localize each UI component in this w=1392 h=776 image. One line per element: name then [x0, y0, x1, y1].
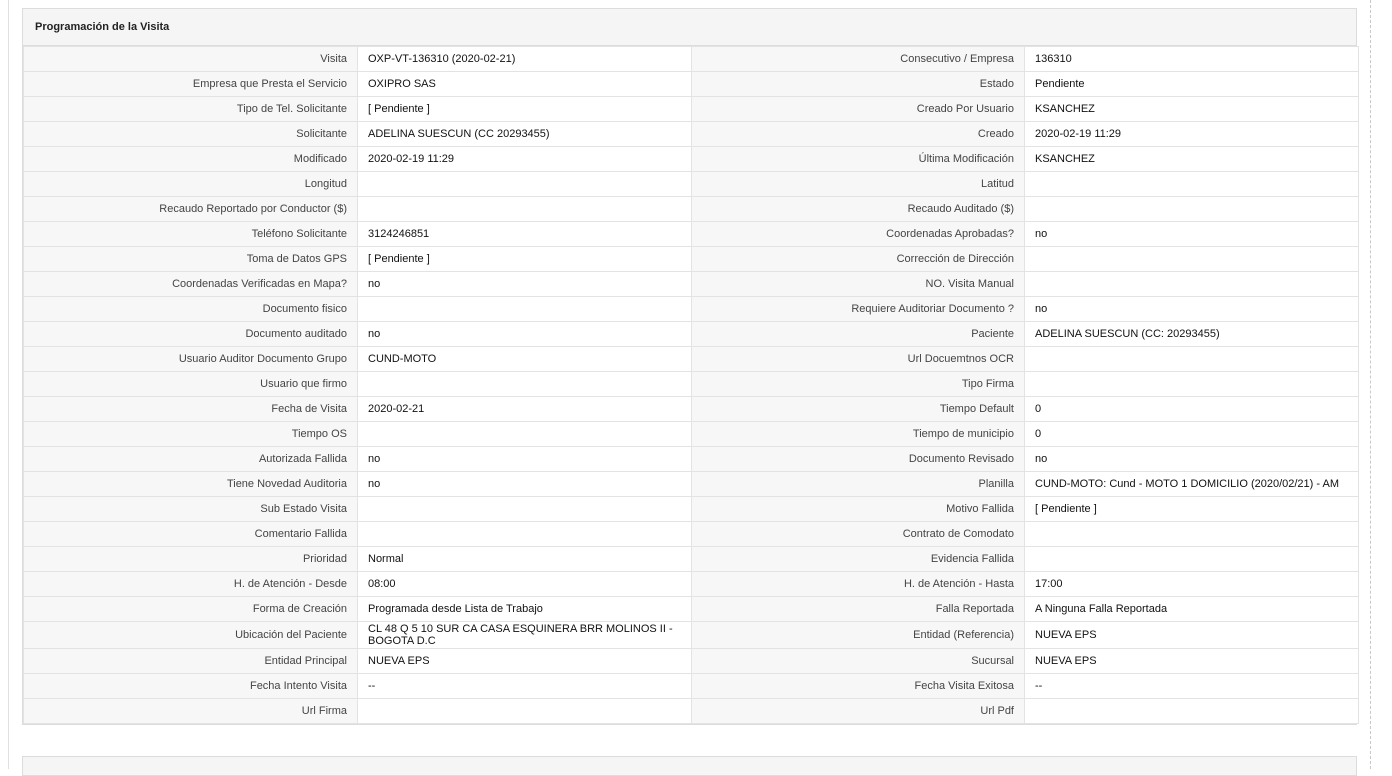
field-value: OXP-VT-136310 (2020-02-21)	[358, 47, 692, 72]
field-value	[1025, 372, 1359, 397]
field-value: 17:00	[1025, 572, 1359, 597]
field-value: 0	[1025, 422, 1359, 447]
field-value	[358, 699, 692, 724]
field-label: Recaudo Auditado ($)	[692, 197, 1025, 222]
visit-details-body	[24, 47, 1359, 724]
field-label: Ubicación del Paciente	[24, 622, 358, 649]
table-row	[24, 97, 1359, 122]
field-label: Url Docuemtnos OCR	[692, 347, 1025, 372]
table-row	[24, 699, 1359, 724]
field-label: H. de Atención - Hasta	[692, 572, 1025, 597]
table-row	[24, 622, 1359, 649]
field-label: Usuario que firmo	[24, 372, 358, 397]
field-value: NUEVA EPS	[1025, 649, 1359, 674]
field-label: Corrección de Dirección	[692, 247, 1025, 272]
table-row	[24, 447, 1359, 472]
visit-details-table	[23, 46, 1359, 724]
table-row	[24, 247, 1359, 272]
field-label: Planilla	[692, 472, 1025, 497]
field-label: H. de Atención - Desde	[24, 572, 358, 597]
field-label: Tipo Firma	[692, 372, 1025, 397]
field-value: 2020-02-21	[358, 397, 692, 422]
field-value	[1025, 197, 1359, 222]
field-value: 0	[1025, 397, 1359, 422]
field-value: 136310	[1025, 47, 1359, 72]
field-value: 08:00	[358, 572, 692, 597]
field-value: no	[358, 447, 692, 472]
field-label: Coordenadas Verificadas en Mapa?	[24, 272, 358, 297]
field-label: Fecha Visita Exitosa	[692, 674, 1025, 699]
field-value: no	[358, 272, 692, 297]
field-label: Forma de Creación	[24, 597, 358, 622]
field-value: Normal	[358, 547, 692, 572]
field-label: Url Firma	[24, 699, 358, 724]
field-value: NUEVA EPS	[1025, 622, 1359, 649]
field-label: Creado	[692, 122, 1025, 147]
field-value: [ Pendiente ]	[358, 97, 692, 122]
field-label: Toma de Datos GPS	[24, 247, 358, 272]
field-value	[1025, 522, 1359, 547]
table-row	[24, 122, 1359, 147]
field-value	[1025, 247, 1359, 272]
field-label: Documento Revisado	[692, 447, 1025, 472]
page-right-dashed-border	[1370, 0, 1371, 769]
table-row	[24, 547, 1359, 572]
field-value: no	[358, 322, 692, 347]
field-value	[358, 172, 692, 197]
field-label: Fecha Intento Visita	[24, 674, 358, 699]
field-value: [ Pendiente ]	[358, 247, 692, 272]
field-value: --	[358, 674, 692, 699]
table-row	[24, 397, 1359, 422]
panel-title: Programación de la Visita	[23, 9, 1356, 46]
field-label: Entidad Principal	[24, 649, 358, 674]
field-value: 2020-02-19 11:29	[358, 147, 692, 172]
field-value: NUEVA EPS	[358, 649, 692, 674]
field-label: Usuario Auditor Documento Grupo	[24, 347, 358, 372]
field-value: no	[1025, 447, 1359, 472]
field-value	[358, 497, 692, 522]
field-value	[358, 372, 692, 397]
table-row	[24, 522, 1359, 547]
field-label: Sub Estado Visita	[24, 497, 358, 522]
field-label: Consecutivo / Empresa	[692, 47, 1025, 72]
table-row	[24, 347, 1359, 372]
field-label: Paciente	[692, 322, 1025, 347]
field-label: Contrato de Comodato	[692, 522, 1025, 547]
field-label: Estado	[692, 72, 1025, 97]
field-value: CUND-MOTO: Cund - MOTO 1 DOMICILIO (2020/02/21) - AM	[1025, 472, 1359, 497]
field-value: [ Pendiente ]	[1025, 497, 1359, 522]
field-label: Autorizada Fallida	[24, 447, 358, 472]
field-value	[358, 297, 692, 322]
field-label: Longitud	[24, 172, 358, 197]
field-label: Tiempo Default	[692, 397, 1025, 422]
field-value	[1025, 172, 1359, 197]
field-value: --	[1025, 674, 1359, 699]
field-label: Sucursal	[692, 649, 1025, 674]
table-row	[24, 572, 1359, 597]
field-value: CL 48 Q 5 10 SUR CA CASA ESQUINERA BRR MOLINOS II - BOGOTA D.C	[358, 622, 692, 649]
field-label: Coordenadas Aprobadas?	[692, 222, 1025, 247]
table-row	[24, 674, 1359, 699]
next-panel	[22, 756, 1357, 776]
table-row	[24, 47, 1359, 72]
table-row	[24, 422, 1359, 447]
field-value	[1025, 272, 1359, 297]
field-label: Comentario Fallida	[24, 522, 358, 547]
table-row	[24, 197, 1359, 222]
field-label: Requiere Auditoriar Documento ?	[692, 297, 1025, 322]
field-label: Última Modificación	[692, 147, 1025, 172]
field-value: CUND-MOTO	[358, 347, 692, 372]
field-label: Documento fisico	[24, 297, 358, 322]
field-value: OXIPRO SAS	[358, 72, 692, 97]
field-value	[358, 197, 692, 222]
table-row	[24, 497, 1359, 522]
field-value: no	[1025, 297, 1359, 322]
field-label: Solicitante	[24, 122, 358, 147]
field-value: no	[1025, 222, 1359, 247]
table-row	[24, 472, 1359, 497]
field-value: no	[358, 472, 692, 497]
field-value: A Ninguna Falla Reportada	[1025, 597, 1359, 622]
visit-programming-panel	[22, 8, 1357, 725]
table-row	[24, 649, 1359, 674]
field-label: Modificado	[24, 147, 358, 172]
field-value: Pendiente	[1025, 72, 1359, 97]
table-row	[24, 72, 1359, 97]
page-left-border	[8, 0, 9, 769]
field-label: Tiene Novedad Auditoria	[24, 472, 358, 497]
field-label: Documento auditado	[24, 322, 358, 347]
field-label: Prioridad	[24, 547, 358, 572]
table-row	[24, 172, 1359, 197]
field-label: Motivo Fallida	[692, 497, 1025, 522]
table-row	[24, 597, 1359, 622]
table-row	[24, 322, 1359, 347]
field-label: Tiempo OS	[24, 422, 358, 447]
field-value	[1025, 547, 1359, 572]
field-value	[1025, 347, 1359, 372]
field-value: 2020-02-19 11:29	[1025, 122, 1359, 147]
field-value: ADELINA SUESCUN (CC 20293455)	[358, 122, 692, 147]
table-row	[24, 297, 1359, 322]
field-label: Latitud	[692, 172, 1025, 197]
table-row	[24, 222, 1359, 247]
field-label: Tipo de Tel. Solicitante	[24, 97, 358, 122]
field-value: KSANCHEZ	[1025, 97, 1359, 122]
field-value	[1025, 699, 1359, 724]
field-value	[358, 522, 692, 547]
field-label: NO. Visita Manual	[692, 272, 1025, 297]
table-row	[24, 372, 1359, 397]
field-value: Programada desde Lista de Trabajo	[358, 597, 692, 622]
field-label: Tiempo de municipio	[692, 422, 1025, 447]
field-label: Url Pdf	[692, 699, 1025, 724]
field-label: Empresa que Presta el Servicio	[24, 72, 358, 97]
field-value: ADELINA SUESCUN (CC: 20293455)	[1025, 322, 1359, 347]
field-label: Entidad (Referencia)	[692, 622, 1025, 649]
table-row	[24, 272, 1359, 297]
field-value	[358, 422, 692, 447]
table-row	[24, 147, 1359, 172]
field-value: KSANCHEZ	[1025, 147, 1359, 172]
field-value: 3124246851	[358, 222, 692, 247]
field-label: Creado Por Usuario	[692, 97, 1025, 122]
field-label: Teléfono Solicitante	[24, 222, 358, 247]
field-label: Falla Reportada	[692, 597, 1025, 622]
field-label: Fecha de Visita	[24, 397, 358, 422]
field-label: Evidencia Fallida	[692, 547, 1025, 572]
field-label: Visita	[24, 47, 358, 72]
field-label: Recaudo Reportado por Conductor ($)	[24, 197, 358, 222]
